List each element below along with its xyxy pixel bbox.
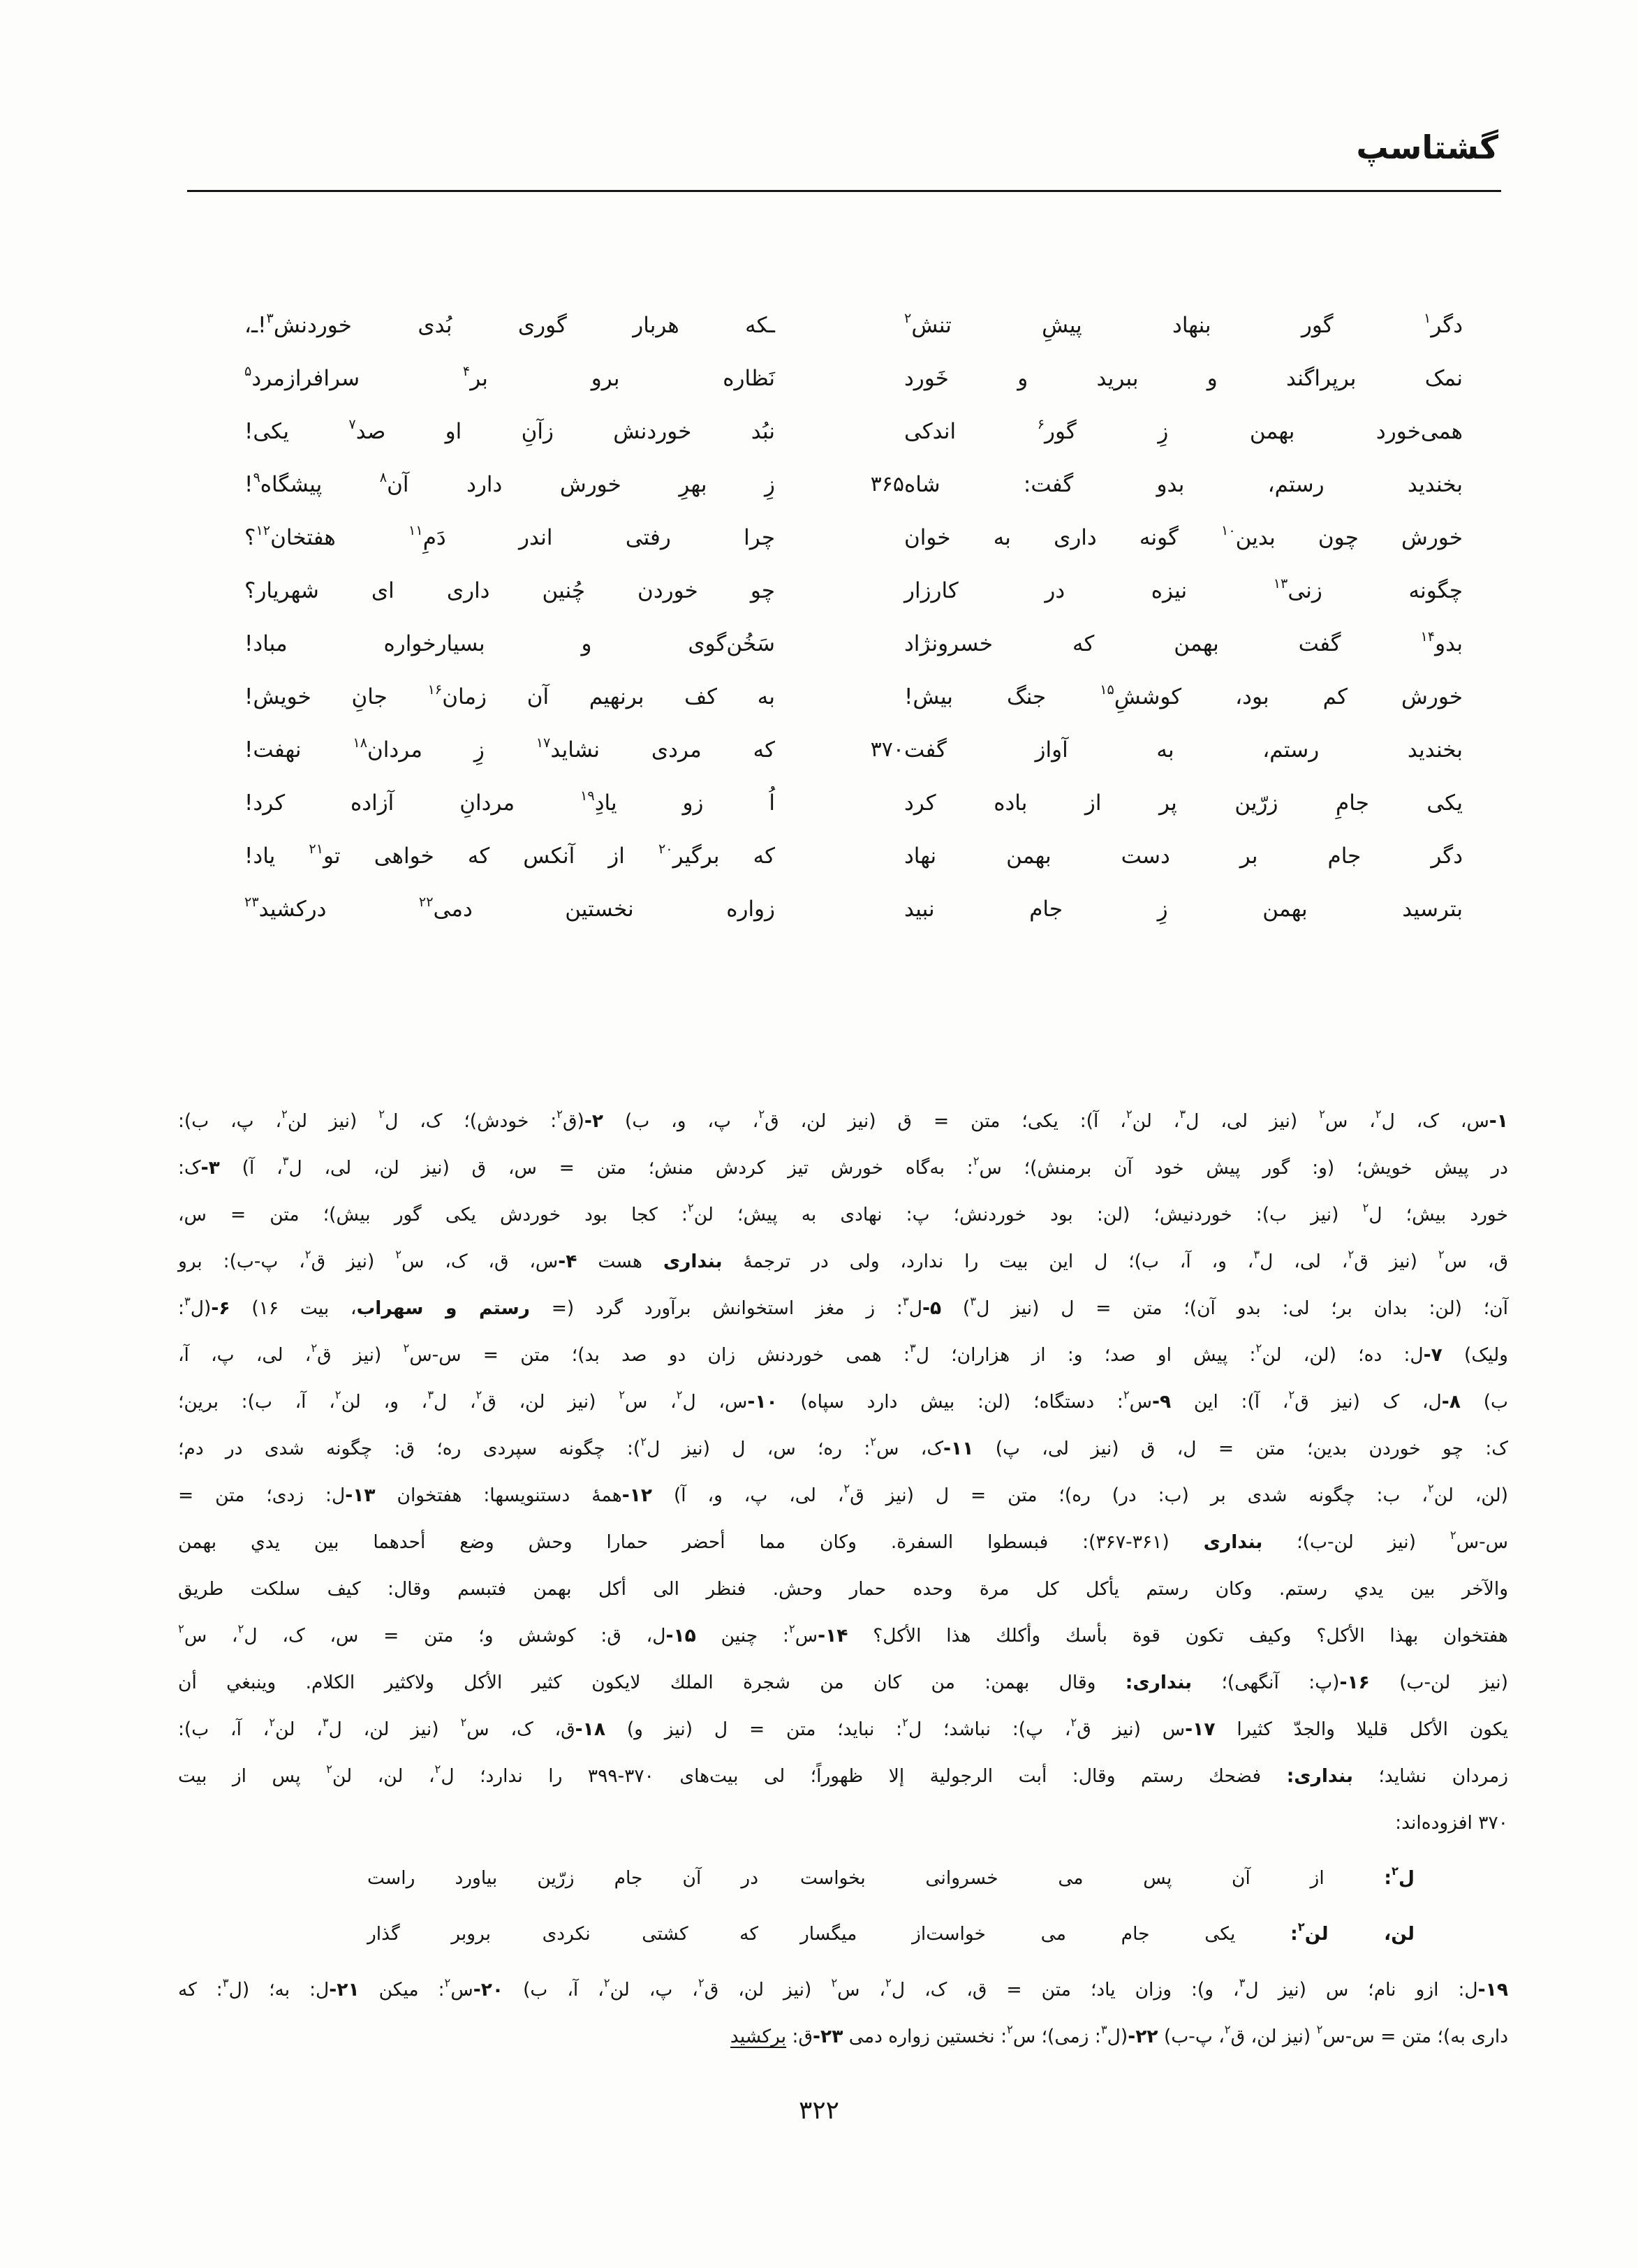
poem-block	[244, 299, 1463, 936]
hemistich-first: یکی جامِ زرّین پر از باده کرد	[904, 790, 1463, 816]
hemistich-second: که برگیر$^{۲۰}$ از آنکس که خواهی تو$^{۲۱}$ یاد!	[244, 840, 776, 869]
page-number: ۳۲۲	[798, 2096, 839, 2125]
verse-row	[244, 299, 1463, 352]
hemistich-second: به کف برنهیم آن زمان$^{۱۶}$ جانِ خویش!	[244, 681, 775, 709]
verse-row	[244, 776, 1463, 830]
inserted-verse-siglum: ل$^۲$:	[1384, 1864, 1415, 1889]
hemistich-second: چرا رفتی اندر دَمِ$^{۱۱}$ هفتخان$^{۱۲}$؟	[244, 522, 775, 550]
footnote-line: هفتخوان بهذا الأكل؟ وكيف تكون قوة بأسك وأكلك هذا الأكل؟ ۱۴-س$^۲$: چنین ۱۵-ل، ق: کوشش و؛ متن = س، ک، ل$^۲$، س$^۲$	[178, 1622, 1509, 1647]
verse-number	[775, 352, 904, 405]
footnote-line: زمردان نشاید؛ بنداری: فضحك رستم وقال: أبت الرجولية إلا ظهوراً؛ لی بیت‌های ۳۷۰-۳۹۹ را ندارد؛ ل$^۲$، لن، لن$^۲$ پس از بیت	[178, 1762, 1508, 1787]
verse-number	[775, 564, 904, 617]
hemistich-first: بدو$^{۱۴}$ گفت بهمن که خسرونژاد	[904, 628, 1463, 656]
inserted-verse-row	[367, 1906, 1415, 1962]
hemistich-first: بخندید رستم، به آواز گفت	[904, 737, 1463, 763]
footnote-line: ۱-س، ک، ل$^۲$، س$^۲$ (نیز لی، ل$^۳$، لن$^۲$، آ): یکی؛ متن = ق (نیز لن، ق$^۲$، پ، و، ب) ۲-(ق$^۲$: خودش)؛ ک، ل$^۲$ (نیز لن$^۲$، پ، ب):	[178, 1107, 1508, 1132]
inserted-verse-gap	[758, 1906, 800, 1962]
verse-number	[775, 830, 904, 883]
verse-row	[244, 617, 1463, 670]
verse-number	[775, 617, 904, 670]
footnote-line: ولیک) ۷-ل: ده؛ (لن، لن$^۲$: پیش او صد؛ و: از هزاران؛ ل$^۳$: همی خوردنش زان دو صد بد)؛ متن = س-س$^۲$ (نیز ق$^۲$، لی، پ، آ،	[178, 1341, 1508, 1366]
page-title: گشتاسپ	[1356, 128, 1498, 166]
footnote-line: ۳۷۰ افزوده‌اند:	[1395, 1812, 1508, 1834]
hemistich-first: بخندید رستم، بدو گفت: شاه	[904, 472, 1463, 497]
verse-row	[244, 511, 1463, 564]
hemistich-first: چگونه زنی$^{۱۳}$ نیزه در کارزار	[904, 575, 1463, 603]
footnote-line: ۱۹-ل: ازو نام؛ س (نیز ل$^۳$، و): وزان یاد؛ متن = ق، ک، ل$^۲$، س$^۲$ (نیز لن، ق$^۲$، پ، لن$^۲$، آ، ب) ۲۰-س$^۲$: میکن ۲۱-ل: به؛ (ل$^۳$: که	[178, 1976, 1508, 2001]
verse-number	[775, 299, 904, 352]
verse-number	[775, 511, 904, 564]
footnote-line: يكون الأكل قليلا والجدّ كثيرا ۱۷-س (نیز ق$^۲$، پ): نباشد؛ ل$^۲$: نباید؛ متن = ل (نیز و) ۱۸-ق، ک، س$^۲$ (نیز لن، ل$^۳$، لن$^۲$، آ، ب):	[178, 1716, 1509, 1740]
verse-number	[775, 405, 904, 458]
verse-row	[244, 670, 1463, 723]
inserted-verse-first: لن، لن$^۲$: یکی جام می خواست‌از میگسار	[800, 1920, 1415, 1945]
inserted-verse-first: ل$^۲$: از آن پس می خسروانی بخواست	[800, 1864, 1415, 1889]
hemistich-second: که مردی نشاید$^{۱۷}$ زِ مردان$^{۱۸}$ نهفت!	[244, 734, 775, 763]
footnote-line: آن؛ (لن: بدان بر؛ لی: بدو آن)؛ متن = ل (نیز ل$^۳$) ۵-ل$^۳$: ز مغز استخوانش برآورد گرد (= رستم و سهراب، بیت ۱۶) ۶-(ل$^۳$:	[178, 1295, 1509, 1319]
footnote-line: والآخر بين يدي رستم. وكان رستم يأكل كل مرة وحده حمار وحش. فنظر الى أكل بهمن فتبسم وقال: كيف سلكت طريق	[178, 1578, 1508, 1600]
hemistich-second: نبُد خوردنش زآنِ او صد$^۷$ یکی!	[244, 415, 775, 444]
hemistich-first: خورش چون بدین$^{۱۰}$ گونه داری به خوان	[904, 522, 1463, 550]
inserted-verse-second: در آن جام زرّین بیاورد راست	[367, 1867, 758, 1889]
footnotes-block	[178, 1098, 1508, 2060]
hemistich-first: نمک برپراگند و ببرید و خَورد	[904, 366, 1463, 391]
verse-row	[244, 458, 1463, 511]
hemistich-first: دگر$^۱$ گور بنهاد پیشِ تنش$^۲$	[904, 309, 1463, 338]
inserted-verse-siglum: لن، لن$^۲$:	[1290, 1920, 1415, 1945]
hemistich-second: اُ زو یادِ$^{۱۹}$ مردانِ آزاده کرد!	[244, 787, 775, 816]
hemistich-first: بترسید بهمن زِ جام نبید	[904, 897, 1463, 922]
hemistich-second: سَخُن‌گوی و بسیارخواره مباد!	[244, 631, 775, 656]
footnote-line: س-س$^۲$ (نیز لن-ب)؛ بنداری (۳۶۱-۳۶۷): فبسطوا السفرة. وكان مما أحضر حمارا وحش وضع أحدهما بين يدي بهمن	[178, 1529, 1509, 1553]
verse-row	[244, 352, 1463, 405]
hemistich-second: ـکه هربار گوری بُدی خوردنش$^۳$!ـ،	[244, 309, 775, 338]
header-rule	[187, 190, 1501, 192]
verse-number	[775, 776, 904, 830]
hemistich-second: چو خوردن چُنین داری ای شهریار؟	[244, 578, 775, 603]
footnote-line: در پیش خویش؛ (و: گور پیش خود آن برمنش)؛ س$^۲$: به‌گاه خورش تیز کردش منش؛ متن = س، ق (نیز لن، لی، ل$^۳$، آ) ۳-ک:	[178, 1154, 1508, 1179]
verse-row	[244, 723, 1463, 776]
hemistich-first: دگر جام بر دست بهمن نهاد	[904, 844, 1463, 869]
verse-row	[244, 564, 1463, 617]
footnote-line: ب) ۸-ل، ک (نیز ق$^۲$، آ): این ۹-س$^۲$: دستگاه؛ (لن: بیش دارد سپاه) ۱۰-س، ل$^۲$، س$^۲$ (نیز لن، ق$^۲$، ل$^۳$، و، لن$^۲$، آ، ب): برین؛	[178, 1388, 1508, 1413]
verse-number	[775, 883, 904, 936]
verse-number: ۳۶۵	[870, 472, 904, 496]
hemistich-first: همی‌خورد بهمن زِ گور$^۶$ اندکی	[904, 415, 1463, 444]
footnote-line: (لن، لن$^۲$، ب: چگونه شدی بر (ب: در) ره)؛ متن = ل (نیز ق$^۲$، لی، پ، و، آ) ۱۲-همهٔ دستنویسها: هفتخوان ۱۳-ل: زدی؛ متن =	[178, 1482, 1509, 1506]
inserted-verse-second: که کشتی نکردی بروبر گذار	[367, 1923, 758, 1945]
inserted-verses-block	[367, 1850, 1415, 1962]
footnote-line: ق، س$^۲$ (نیز ق$^۲$، لی، ل$^۳$، و، آ، ب)؛ ل این بیت را ندارد، ولی در ترجمهٔ بنداری هست ۴-س، ق، ک، س$^۲$ (نیز ق$^۲$، پ-ب): برو	[178, 1248, 1509, 1272]
inserted-verse-gap	[758, 1850, 800, 1906]
verse-number	[775, 670, 904, 723]
inserted-verse-row	[367, 1850, 1415, 1906]
hemistich-first: خورش کم بود، کوششِ$^{۱۵}$ جنگ بیش!	[904, 681, 1463, 709]
footnote-line: ک: چو خوردن بدین؛ متن = ل، ق (نیز لی، پ) ۱۱-ک، س$^۲$: ره؛ س، ل (نیز ل$^۲$): چگونه سپردی ره؛ ق: چگونه شدی در دم؛	[178, 1435, 1508, 1459]
verse-row	[244, 405, 1463, 458]
verse-row	[244, 883, 1463, 936]
footnote-line: داری به)؛ متن = س-س$^۲$ (نیز لن، ق$^۲$، پ-ب) ۲۲-(ل$^۳$: زمی)؛ س$^۲$: نخستین زواره دمی ۲۳-ق: برکشید	[730, 2023, 1508, 2047]
footnote-line: (نیز لن-ب) ۱۶-(پ: آنگهی)؛ بنداری: وقال بهمن: من كان من شجرة الملك لايكون كثير الأكل ولاكثير الكلام. وينبغي أن	[178, 1672, 1508, 1693]
hemistich-second: نَظاره برو بر$^۴$ سرافرازمرد$^۵$	[244, 362, 775, 391]
footnote-line: خورد بیش؛ ل$^۲$ (نیز ب): خوردنیش؛ (لن: بود خوردنش؛ پ: نهادی به پیش؛ لن$^۲$: کجا بود خوردش یکی گور بیش)؛ متن = س،	[178, 1201, 1509, 1225]
hemistich-second: زِ بهرِ خورش دارد آن$^۸$ پیشگاه$^۹$!	[244, 469, 775, 497]
verse-row	[244, 830, 1463, 883]
verse-number: ۳۷۰	[870, 737, 904, 762]
hemistich-second: زواره نخستین دمی$^{۲۲}$ درکشید$^{۲۳}$	[244, 893, 775, 922]
